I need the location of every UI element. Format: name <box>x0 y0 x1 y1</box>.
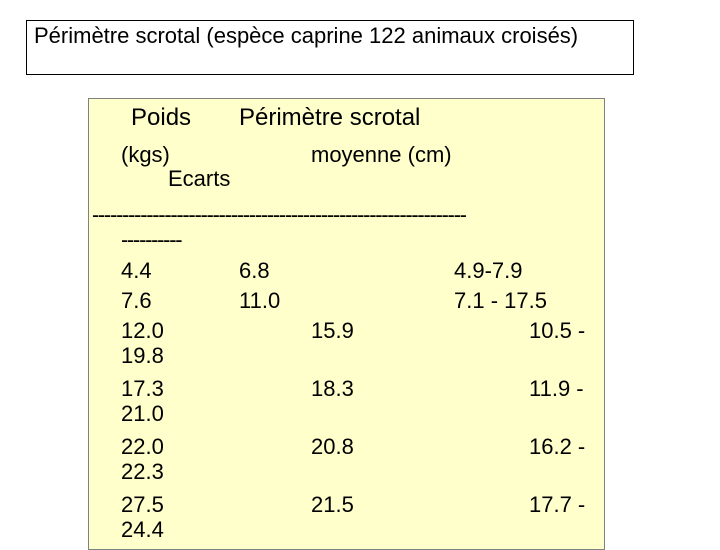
row-poids: 12.0 <box>121 318 164 343</box>
row-ecart: 7.1 - 17.5 <box>454 288 547 313</box>
separator-line: -------------------------------------------------------------- <box>92 202 466 227</box>
row-ecart: 10.5 - <box>529 318 586 343</box>
header-ecarts: Ecarts <box>168 166 231 191</box>
header-kgs: (kgs) <box>121 142 170 167</box>
row-poids: 22.0 <box>121 434 164 459</box>
data-panel <box>88 98 605 550</box>
row-moyenne: 11.0 <box>239 288 281 313</box>
row-moyenne: 6.8 <box>239 258 270 283</box>
row-ecart: 17.7 - <box>529 492 586 517</box>
slide-title-box <box>26 20 634 75</box>
row-ecart-continuation: 22.3 <box>121 459 164 484</box>
separator-line-cont: ---------- <box>121 227 182 252</box>
row-moyenne: 15.9 <box>311 318 354 343</box>
header-perimetre-scrotal: Périmètre scrotal <box>239 104 421 131</box>
row-ecart: 16.2 - <box>529 434 586 459</box>
row-moyenne: 18.3 <box>311 376 354 401</box>
row-ecart: 4.9-7.9 <box>454 258 523 283</box>
row-moyenne: 20.8 <box>311 434 354 459</box>
row-ecart-continuation: 21.0 <box>121 401 164 426</box>
row-ecart-continuation: 19.8 <box>121 343 164 368</box>
row-poids: 17.3 <box>121 376 164 401</box>
row-poids: 27.5 <box>121 492 164 517</box>
header-moyenne: moyenne (cm) <box>311 142 452 167</box>
row-ecart: 11.9 - <box>529 376 584 401</box>
slide-title: Périmètre scrotal (espèce caprine 122 animaux croisés) <box>34 23 579 48</box>
row-moyenne: 21.5 <box>311 492 354 517</box>
row-ecart-continuation: 24.4 <box>121 517 164 542</box>
header-poids: Poids <box>131 104 192 131</box>
row-poids: 7.6 <box>121 288 152 313</box>
row-poids: 4.4 <box>121 258 152 283</box>
